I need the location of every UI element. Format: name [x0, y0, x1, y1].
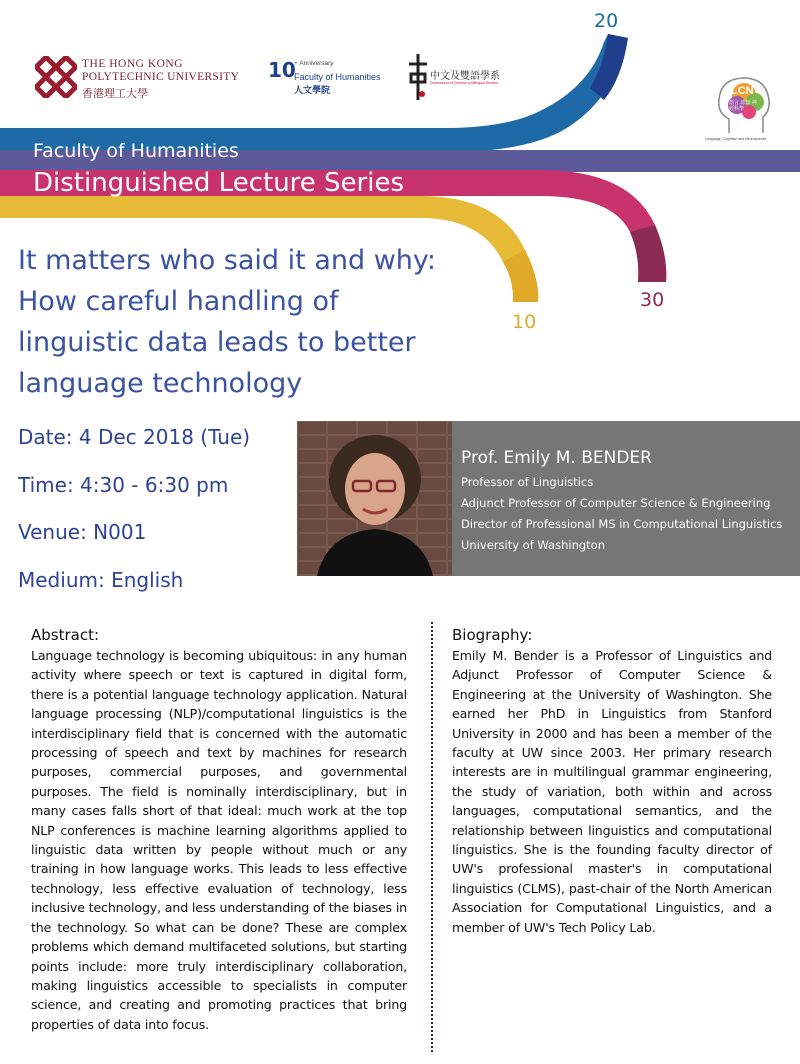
column-divider: [431, 622, 433, 1052]
speaker-role: Director of Professional MS in Computational Linguistics: [461, 517, 783, 531]
biography-section: [452, 626, 772, 937]
biography-text: Emily M. Bender is a Professor of Linguistics and Adjunct Professor of Computer Science & Engineering at the University of Washington. She earned her PhD in Linguistics from Stanford University in 2000 and has been a member of the faculty at UW since 2003. Her primary research interests are in multilingual grammar engineering, the study of variation, both within and across languages, computational semantics, and the relationship between linguistics and computational linguistics. She is the founding faculty director of UW's professional master's in computational linguistics (CLMS), past-chair of the North American Association for Computational Linguistics, and a member of UW's Tech Policy Lab.: [452, 648, 772, 935]
cbs-name-en: Department of Chinese & Bilingual Studies: [430, 81, 498, 85]
polyu-name-line2: POLYTECHNIC UNIVERSITY: [82, 71, 240, 83]
arc-number-30: 30: [640, 289, 665, 311]
event-venue: Venue: N001: [18, 520, 147, 544]
lcn-caption: Language, Cognition and Neuroscience: [705, 137, 767, 141]
faculty-anniversary-logo: [268, 58, 381, 98]
anniversary-number: 10: [268, 58, 296, 82]
cbs-logo: [405, 52, 515, 107]
series-faculty-label: Faculty of Humanities: [33, 140, 239, 162]
polyu-name-chinese: 香港理工大學: [82, 88, 148, 100]
cbs-name-zh: 中文及雙語學系: [430, 71, 500, 82]
arc-number-10: 10: [512, 311, 537, 333]
event-medium: Medium: English: [18, 568, 184, 592]
speaker-role: Professor of Linguistics: [461, 475, 594, 489]
event-date: Date: 4 Dec 2018 (Tue): [18, 425, 251, 449]
arc-number-20: 20: [594, 10, 619, 32]
polyu-emblem-icon: [35, 56, 77, 98]
abstract-text: Language technology is becoming ubiquitous: in any human activity where speech or text is captured in digital form, there is a potential language technology application. Natural language processing (NLP)/computational linguistics is the interdisciplinary field that is concerned with the automatic processing of speech and text by machines for research purposes, commercial purposes, and governmental purposes. The field is nominally interdisciplinary, but in many cases falls short of that ideal: much work at the top NLP conferences is machine learning algorithms applied to linguistic data written by people without much or any training in how language works. This leads to less effective technology, less effective evaluation of technology, less inclusive technology, and less understanding of the biases in the technology. So what can be done? These are complex problems which demand multifaceted solutions, but starting points include: more truly interdisciplinary collaboration, making linguistics accessible to specialists in computer science, and creating and promoting practices that bring properties of data into focus.: [31, 648, 407, 1032]
polyu-logo: [35, 54, 245, 104]
biography-heading: Biography:: [452, 626, 533, 644]
lcn-logo: [705, 75, 795, 145]
polyu-name-line1: THE HONG KONG: [82, 58, 184, 70]
event-time: Time: 4:30 - 6:30 pm: [18, 473, 229, 497]
anniversary-suffix: + Anniversary: [294, 60, 334, 67]
faculty-name-zh: 人文學院: [294, 85, 331, 95]
speaker-affiliation: University of Washington: [461, 538, 605, 552]
speaker-info-box: [452, 421, 800, 576]
lcn-name-zh: 語言 認知 神經科學: [729, 100, 757, 112]
cbs-calligraphy-icon: [405, 52, 431, 102]
talk-title-line: How careful handling of: [18, 286, 339, 317]
talk-title: [18, 240, 488, 404]
speaker-role: Adjunct Professor of Computer Science & Engineering: [461, 496, 771, 510]
talk-title-line: language technology: [18, 368, 303, 399]
talk-title-line: linguistic data leads to better: [18, 327, 416, 358]
abstract-heading: Abstract:: [31, 626, 100, 644]
faculty-name-en: Faculty of Humanities: [294, 72, 381, 82]
series-name-label: Distinguished Lecture Series: [33, 168, 405, 198]
abstract-section: [31, 626, 407, 1034]
speaker-name: Prof. Emily M. BENDER: [461, 448, 652, 468]
talk-title-line: It matters who said it and why:: [18, 245, 436, 276]
speaker-portrait-icon: [297, 421, 452, 576]
speaker-photo: [297, 421, 452, 576]
lcn-mark: LCN: [731, 85, 754, 97]
